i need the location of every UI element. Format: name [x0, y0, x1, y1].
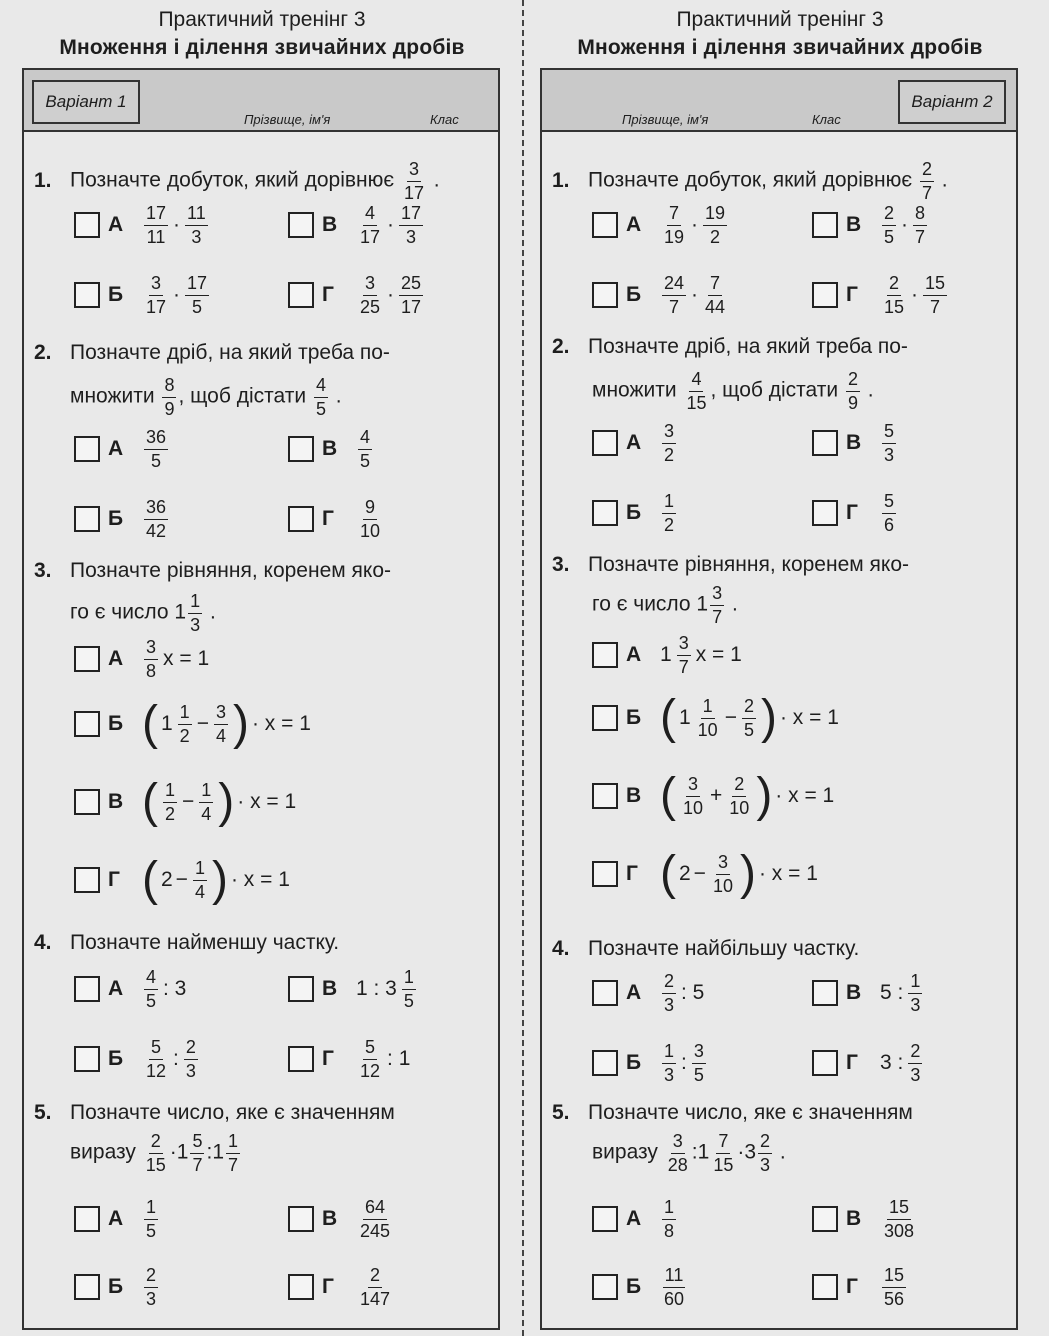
q4-option-g[interactable]: Г 3 : $\frac{2}{3}$ [812, 1040, 924, 1086]
question-5: 5. Позначте число, яке є значенням [34, 1101, 395, 1124]
q2-option-a[interactable]: А $\frac{36}{5}$ [74, 426, 170, 472]
q2-option-g[interactable]: Г $\frac{9}{10}$ [288, 496, 384, 542]
answer-checkbox[interactable] [74, 789, 100, 815]
answer-checkbox[interactable] [592, 500, 618, 526]
answer-checkbox[interactable] [592, 705, 618, 731]
question-4: 4. Позначте найменшу частку. [34, 931, 340, 954]
q3-option-a[interactable]: А $\frac{3}{8}$ x = 1 [74, 636, 209, 682]
answer-checkbox[interactable] [592, 212, 618, 238]
answer-checkbox[interactable] [812, 282, 838, 308]
answer-checkbox[interactable] [288, 1274, 314, 1300]
q2-option-b[interactable]: Б $\frac{1}{2}$ [592, 490, 678, 536]
answer-checkbox[interactable] [74, 976, 100, 1002]
q4-option-a[interactable]: А $\frac{4}{5}$ : 3 [74, 966, 186, 1012]
q1-option-v[interactable]: В $\frac{4}{17}$ · $\frac{17}{3}$ [288, 202, 425, 248]
answer-checkbox[interactable] [592, 1050, 618, 1076]
answer-checkbox[interactable] [74, 212, 100, 238]
answer-checkbox[interactable] [812, 1274, 838, 1300]
q4-option-b[interactable]: Б $\frac{1}{3}$ : $\frac{3}{5}$ [592, 1040, 708, 1086]
answer-checkbox[interactable] [288, 282, 314, 308]
answer-checkbox[interactable] [812, 212, 838, 238]
answer-checkbox[interactable] [74, 436, 100, 462]
q4-option-v[interactable]: В 1 : 3 $\frac{1}{5}$ [288, 966, 418, 1012]
answer-checkbox[interactable] [74, 867, 100, 893]
question-3-line-2: го є число 1 $\frac{3}{7}$ . [592, 583, 738, 627]
answer-checkbox[interactable] [812, 500, 838, 526]
question-3: 3. Позначте рівняння, коренем яко- [34, 559, 391, 582]
cut-line [522, 0, 524, 1336]
answer-checkbox[interactable] [592, 642, 618, 668]
answer-checkbox[interactable] [288, 506, 314, 532]
answer-checkbox[interactable] [288, 1046, 314, 1072]
q1-option-a[interactable]: А $\frac{7}{19}$ · $\frac{19}{2}$ [592, 202, 729, 248]
q5-option-v[interactable]: В $\frac{15}{308}$ [812, 1196, 918, 1242]
answer-checkbox[interactable] [74, 1206, 100, 1232]
name-bar [24, 70, 498, 132]
q5-option-g[interactable]: Г $\frac{2}{147}$ [288, 1264, 394, 1310]
answer-checkbox[interactable] [592, 1206, 618, 1232]
name-label: Прізвище, ім'я [244, 112, 331, 127]
worksheet-subtitle: Множення і ділення звичайних дробів [59, 36, 465, 59]
variant-label: Варіант 1 [32, 80, 140, 124]
answer-checkbox[interactable] [592, 282, 618, 308]
worksheet-title: Практичний тренінг 3 [158, 8, 366, 31]
answer-checkbox[interactable] [288, 1206, 314, 1232]
q3-option-g[interactable]: Г ( 2 − $\frac{1}{4}$ ) · x = 1 [74, 856, 290, 904]
q5-option-b[interactable]: Б $\frac{2}{3}$ [74, 1264, 160, 1310]
answer-checkbox[interactable] [812, 980, 838, 1006]
q5-option-a[interactable]: А $\frac{1}{8}$ [592, 1196, 678, 1242]
q5-option-g[interactable]: Г $\frac{15}{56}$ [812, 1264, 908, 1310]
q1-option-v[interactable]: В $\frac{2}{5}$ · $\frac{8}{7}$ [812, 202, 929, 248]
q3-option-v[interactable]: В ( $\frac{1}{2}$ − $\frac{1}{4}$ ) · x = 1 [74, 778, 296, 826]
q4-option-b[interactable]: Б $\frac{5}{12}$ : $\frac{2}{3}$ [74, 1036, 200, 1082]
class-label: Клас [812, 112, 841, 127]
answer-checkbox[interactable] [812, 1050, 838, 1076]
q2-option-v[interactable]: В $\frac{5}{3}$ [812, 420, 898, 466]
q2-option-v[interactable]: В $\frac{4}{5}$ [288, 426, 374, 472]
answer-checkbox[interactable] [74, 506, 100, 532]
q4-option-v[interactable]: В 5 : $\frac{1}{3}$ [812, 970, 924, 1016]
answer-checkbox[interactable] [592, 1274, 618, 1300]
name-label: Прізвище, ім'я [622, 112, 709, 127]
answer-checkbox[interactable] [592, 980, 618, 1006]
answer-checkbox[interactable] [74, 711, 100, 737]
question-2: 2. Позначте дріб, на який треба по- [552, 335, 908, 358]
q5-option-v[interactable]: В $\frac{64}{245}$ [288, 1196, 394, 1242]
q4-option-g[interactable]: Г $\frac{5}{12}$ : 1 [288, 1036, 410, 1082]
question-5-line-2: виразу $\frac{2}{15}$ ·1 $\frac{5}{7}$ :1 $\frac{1}{7}$ [70, 1131, 239, 1175]
name-bar [542, 70, 1016, 132]
question-3-line-2: го є число 1 $\frac{1}{3}$ . [70, 591, 216, 635]
q5-option-b[interactable]: Б $\frac{11}{60}$ [592, 1264, 688, 1310]
worksheet-title: Практичний тренінг 3 [676, 8, 884, 31]
q3-option-b[interactable]: Б ( 1 $\frac{1}{10}$ − $\frac{2}{5}$ ) · x = 1 [592, 694, 839, 742]
question-2-line-2: множити $\frac{4}{15}$ , щоб дістати $\frac{2}{9}$ . [592, 369, 874, 413]
answer-checkbox[interactable] [812, 1206, 838, 1232]
answer-checkbox[interactable] [74, 1046, 100, 1072]
q1-option-g[interactable]: Г $\frac{3}{25}$ · $\frac{25}{17}$ [288, 272, 425, 318]
q3-option-v[interactable]: В ( $\frac{3}{10}$ + $\frac{2}{10}$ ) · x = 1 [592, 772, 834, 820]
question-3: 3. Позначте рівняння, коренем яко- [552, 553, 909, 576]
answer-checkbox[interactable] [74, 646, 100, 672]
q3-option-a[interactable]: А 1 $\frac{3}{7}$ x = 1 [592, 632, 742, 678]
answer-checkbox[interactable] [74, 1274, 100, 1300]
answer-checkbox[interactable] [288, 212, 314, 238]
q2-option-b[interactable]: Б $\frac{36}{42}$ [74, 496, 170, 542]
q1-option-a[interactable]: А $\frac{17}{11}$ · $\frac{11}{3}$ [74, 202, 210, 248]
q3-option-g[interactable]: Г ( 2 − $\frac{3}{10}$ ) · x = 1 [592, 850, 818, 898]
variant-label: Варіант 2 [898, 80, 1006, 124]
answer-checkbox[interactable] [592, 783, 618, 809]
q4-option-a[interactable]: А $\frac{2}{3}$ : 5 [592, 970, 704, 1016]
answer-checkbox[interactable] [288, 976, 314, 1002]
answer-checkbox[interactable] [288, 436, 314, 462]
question-1: 1. Позначте добуток, який дорівнює $\frac{3}{17}$ . [34, 159, 440, 203]
answer-checkbox[interactable] [592, 430, 618, 456]
question-5: 5. Позначте число, яке є значенням [552, 1101, 913, 1124]
worksheet-subtitle: Множення і ділення звичайних дробів [577, 36, 983, 59]
question-4: 4. Позначте найбільшу частку. [552, 937, 860, 960]
class-label: Клас [430, 112, 459, 127]
answer-checkbox[interactable] [592, 861, 618, 887]
q1-option-b[interactable]: Б $\frac{24}{7}$ · $\frac{7}{44}$ [592, 272, 729, 318]
question-2: 2. Позначте дріб, на який треба по- [34, 341, 390, 364]
question-5-line-2: виразу $\frac{3}{28}$ :1 $\frac{7}{15}$ ·3 $\frac{2}{3}$ . [592, 1131, 786, 1175]
question-1: 1. Позначте добуток, який дорівнює $\frac{2}{7}$ . [552, 159, 948, 203]
q1-option-g[interactable]: Г $\frac{2}{15}$ · $\frac{15}{7}$ [812, 272, 949, 318]
question-2-line-2: множити $\frac{8}{9}$ , щоб дістати $\frac{4}{5}$ . [70, 375, 342, 419]
q3-option-b[interactable]: Б ( 1 $\frac{1}{2}$ − $\frac{3}{4}$ ) · x = 1 [74, 700, 311, 748]
answer-checkbox[interactable] [812, 430, 838, 456]
q2-option-g[interactable]: Г $\frac{5}{6}$ [812, 490, 898, 536]
q5-option-a[interactable]: А $\frac{1}{5}$ [74, 1196, 160, 1242]
answer-checkbox[interactable] [74, 282, 100, 308]
q1-option-b[interactable]: Б $\frac{3}{17}$ · $\frac{17}{5}$ [74, 272, 211, 318]
q2-option-a[interactable]: А $\frac{3}{2}$ [592, 420, 678, 466]
